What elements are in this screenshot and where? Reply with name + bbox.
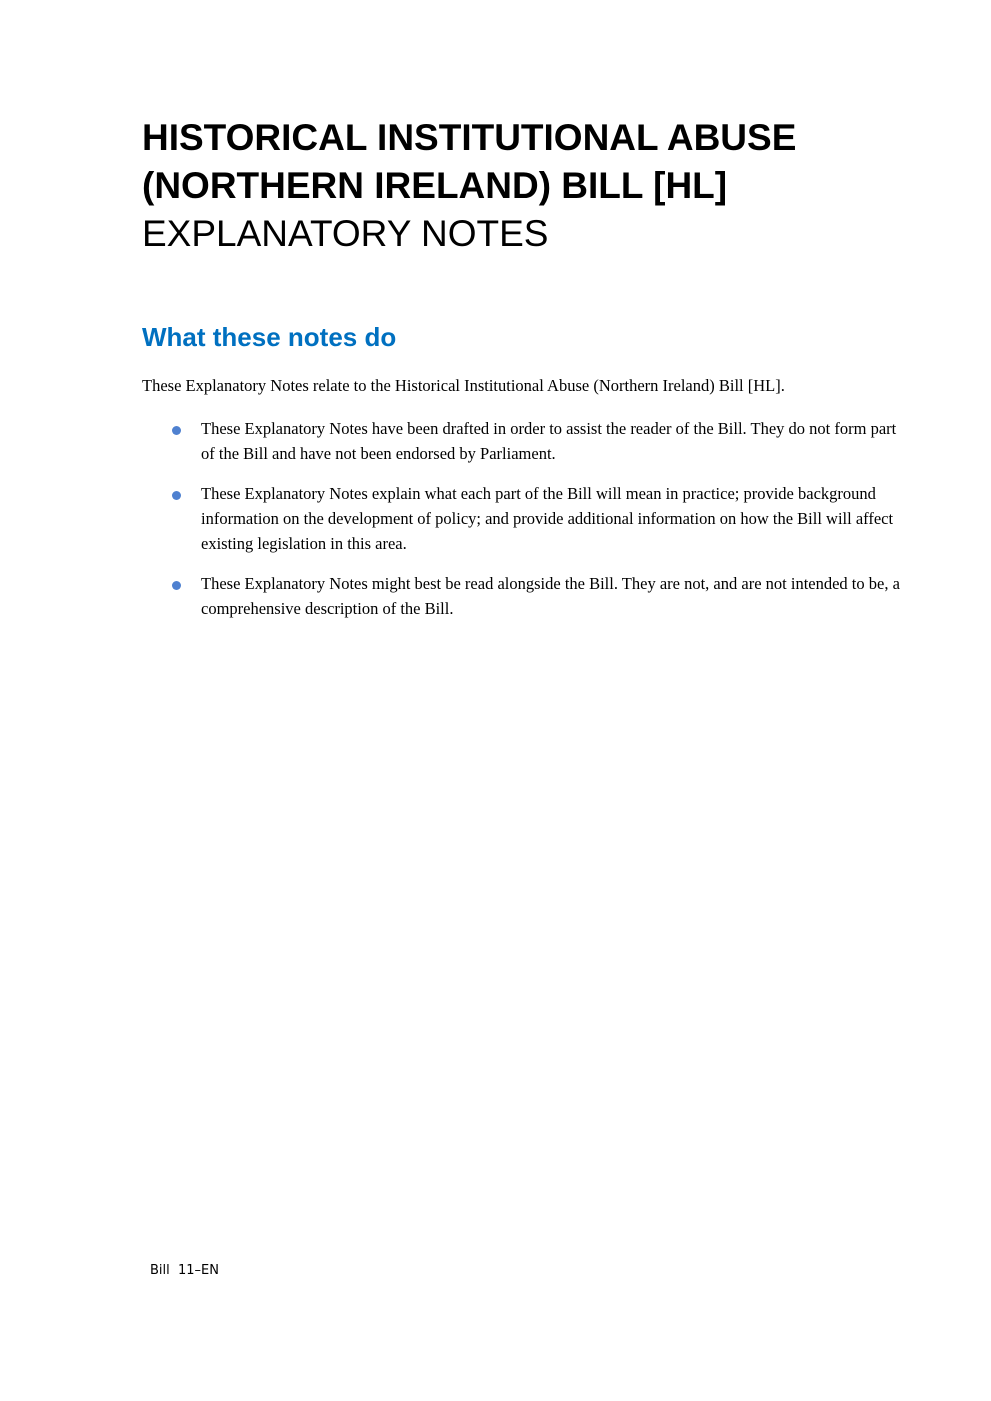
section-heading: What these notes do: [142, 322, 397, 352]
list-item: [172, 481, 902, 556]
bullet-icon: [172, 491, 181, 500]
footer-bill-reference: Bill 11–EN: [150, 1263, 219, 1278]
list-item-text: These Explanatory Notes have been drafted in order to assist the reader of the Bill. They do not form part of the Bill and have not been endorsed by Parliament.: [201, 419, 897, 463]
title-line-1: HISTORICAL INSTITUTIONAL ABUSE: [142, 117, 797, 158]
document-title: [142, 114, 796, 258]
title-line-2: (NORTHERN IRELAND) BILL [HL]: [142, 165, 728, 206]
bullet-icon: [172, 581, 181, 590]
intro-paragraph: These Explanatory Notes relate to the Historical Institutional Abuse (Northern Ireland) Bill [HL].: [142, 376, 785, 395]
list-item-text: These Explanatory Notes might best be read alongside the Bill. They are not, and are not intended to be, a comprehensive description of the Bill.: [201, 574, 900, 618]
bullet-icon: [172, 426, 181, 435]
list-item-text: These Explanatory Notes explain what each part of the Bill will mean in practice; provide background information on the development of policy; and provide additional information on how the Bill will affect existing legislation in this area.: [201, 484, 894, 553]
list-item: [172, 416, 902, 466]
bullet-list: [172, 416, 902, 636]
list-item: [172, 571, 902, 621]
subtitle: EXPLANATORY NOTES: [142, 213, 549, 254]
